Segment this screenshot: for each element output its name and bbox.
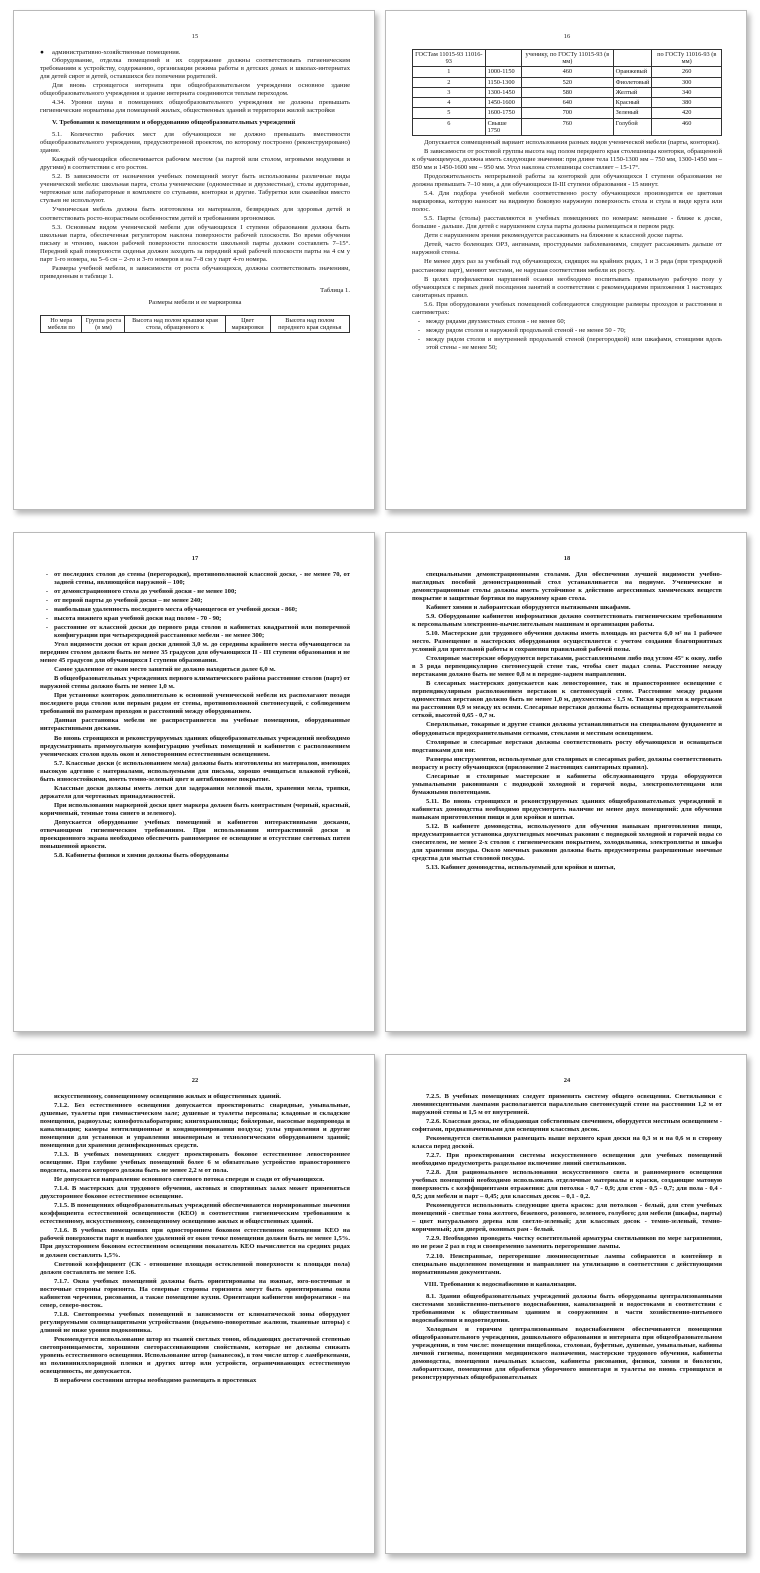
table-row bbox=[413, 87, 722, 97]
table-cell: 1300-1450 bbox=[485, 87, 522, 97]
list-item-text: от последних столов до стены (перегородки), противоположной классной доске, - не менее 70, от задней стены, являющейся наружной – 100; bbox=[54, 570, 350, 586]
paragraph: Самое удаленное от окон место занятий не должно находиться далее 6,0 м. bbox=[54, 666, 276, 674]
list-item bbox=[40, 624, 350, 640]
page-number: 24 bbox=[563, 1077, 571, 1084]
paragraph: Продолжительность непрерывной работы за конторкой для обучающихся I ступени образования не должна превышать 7–10 мин, а для обучающихся II-III ступени образования - 15 минут. bbox=[412, 173, 722, 189]
paragraph: 7.1.7. Окна учебных помещений должны быть ориентированы на южные, юго-восточные и восточные стороны горизонта. На северные стороны горизонта могут быть ориентированы окна кабинетов черчения, рисования, а также помещение кухни. Ориентация кабинетов информатики - на север, северо-восток. bbox=[40, 1277, 350, 1309]
list-item-text: от первой парты до учебной доски – не менее 240; bbox=[54, 597, 203, 605]
paragraph: Размеры учебной мебели, в зависимости от роста обучающихся, должны соответствовать значениям, приведенным в таблице 1. bbox=[40, 264, 350, 280]
dash-marker: - bbox=[417, 326, 421, 334]
table-cell: Голубой bbox=[613, 118, 652, 135]
list-item bbox=[412, 327, 722, 335]
page-number: 22 bbox=[191, 1077, 199, 1084]
table-cell: 700 bbox=[522, 108, 614, 118]
paragraph: Слесарные и столярные мастерские и кабинеты обслуживающего труда оборудуются умывальными раковинами с подводкой холодной и горячей воды, электрополотенцами или бумажными полотенцами. bbox=[412, 772, 722, 796]
table-cell: 760 bbox=[522, 118, 614, 135]
document-page-22 bbox=[13, 1054, 375, 1554]
table-cell: 580 bbox=[522, 87, 614, 97]
paragraph: 5.7. Классные доски (с использованием мела) должны быть изготовлены из материалов, имеющих высокую адгезию с материалами, используемыми для письма, хорошо очищаться влажной губкой, быть износостойкими, иметь темно-зеленый цвет и антибликовое покрытие. bbox=[40, 759, 350, 783]
list-item-text: между рядом столов и наружной продольной стеной - не менее 50 - 70; bbox=[426, 326, 626, 334]
list-item bbox=[40, 615, 350, 623]
paragraph: 5.2. В зависимости от назначения учебных помещений могут быть использованы различные виды ученической мебели: школьная парта, столы ученические (одноместные и двухместные), столы аудиторные, чертежные или лабораторные в комплекте со стульями, конторки и другие. Табуретки или скамейки вместо стульев не используют. bbox=[40, 173, 350, 205]
paragraph: Для вновь строящегося интерната при общеобразовательном учреждении основное здание общеобразовательного учреждения и здание интерната соединяются теплым переходом. bbox=[40, 82, 350, 98]
table-cell: 460 bbox=[652, 118, 722, 135]
paragraph: В слесарных мастерских допускается как левостороннее, так и правостороннее освещение с перпендикулярным расположением верстаков к светонесущей стене. Расстояние между рядами одноместных верстаков должно быть не менее 1,0 м, двухместных - 1,5 м. Тиски крепятся к верстакам на расстоянии 0,9 м между их осями. Слесарные верстаки должны быть оснащены предохранительной сеткой, высотой 0,65 - 0,7 м. bbox=[412, 680, 722, 720]
paragraph: 5.8. Кабинеты физики и химии должны быть оборудованы bbox=[54, 851, 229, 859]
list-item bbox=[40, 588, 350, 596]
paragraph: Рекомендуется светильники размещать выше верхнего края доски на 0,3 м и на 0,6 м в сторону класса перед доской. bbox=[412, 1135, 722, 1151]
dash-marker: - bbox=[45, 570, 49, 578]
table-cell: Свыше 1750 bbox=[485, 118, 522, 135]
paragraph: Оборудование, отделка помещений и их содержание должны соответствовать гигиеническим требованиям к устройству, содержанию, организации режима работы в детских домах и школах-интернатах для детей сирот и детей, оставшихся без попечения родителей. bbox=[40, 56, 350, 81]
table-cell: 520 bbox=[522, 77, 614, 87]
document-page-16 bbox=[385, 10, 747, 510]
paragraph: 7.1.5. В помещениях общеобразовательных учреждений обеспечиваются нормированные значения коэффициента естественной освещенности (КЕО) в соответствии гигиеническим требованиям к естественному, искусственному, совмещенному освещению жилых и общественных зданий. bbox=[40, 1202, 350, 1226]
paragraph: 4.34. Уровни шума в помещениях общеобразовательного учреждения не должны превышать гигиенические нормативы для помещений жилых, общественных зданий и территории жилой застройки bbox=[40, 99, 350, 115]
paragraph: В нерабочем состоянии шторы необходимо размещать в простенках bbox=[54, 1376, 257, 1384]
paragraph: Детей, часто болеющих ОРЗ, ангинами, простудными заболеваниями, следует рассаживать дальше от наружной стены. bbox=[412, 241, 722, 257]
table-cell: Желтый bbox=[613, 87, 652, 97]
table-row bbox=[413, 118, 722, 135]
table-header-cell: Цвет маркировки bbox=[225, 315, 270, 332]
furniture-size-table-continued bbox=[412, 49, 722, 136]
document-page-17 bbox=[13, 532, 375, 1032]
table-cell: 260 bbox=[652, 67, 722, 77]
table-cell: 380 bbox=[652, 98, 722, 108]
list-item-text: административно-хозяйственные помещения. bbox=[52, 48, 181, 56]
paragraph: 7.2.5. В учебных помещениях следует применять систему общего освещения. Светильники с люминесцентными лампами располагаются параллельно светонесущей стене на расстоянии 1,2 м от наружной стены и 1,5 м от внутренней. bbox=[412, 1092, 722, 1116]
table-header-cell: ученику, по ГОСТу 11015-93 (в мм) bbox=[522, 49, 614, 66]
paragraph: В зависимости от ростовой группы высота над полом переднего края столешницы конторки, обращенной к обучающемуся, должна иметь следующие значения: при длине тела 1150-1300 мм – 750 мм, 1300-1450 мм – 850 мм и 1450-1600 мм – 950 мм. Угол наклона столешницы составляет – 15-17°. bbox=[412, 148, 722, 172]
paragraph: 7.1.8. Светопроемы учебных помещений в зависимости от климатической зоны оборудуют регулируемыми солнцезащитными устройствами (подъемно-поворотные жалюзи, тканевые шторы) с длиной не ниже уровня подоконника. bbox=[40, 1310, 350, 1334]
page-number: 16 bbox=[563, 33, 571, 40]
dash-marker: - bbox=[417, 317, 421, 325]
table-cell: 6 bbox=[413, 118, 486, 135]
paragraph: 7.1.4. В мастерских для трудового обучения, актовых и спортивных залах может применяться двухстороннее боковое естественное освещение. bbox=[40, 1185, 350, 1201]
table-cell: 1600-1750 bbox=[485, 108, 522, 118]
table-cell: 1450-1600 bbox=[485, 98, 522, 108]
list-item bbox=[412, 318, 722, 326]
table-row bbox=[413, 108, 722, 118]
section-heading: VIII. Требования к водоснабжению и канализации. bbox=[424, 1280, 577, 1288]
paragraph: Рекомендуется использовать следующие цвета красок: для потолков - белый, для стен учебных помещений - светлые тона желтого, бежевого, розового, зеленого, голубого; для мебели (шкафы, парты) – цвет натурального дерева или светло-зеленый; для классных досок - темно-зеленый, темно-коричневый; для дверей, оконных рам - белый. bbox=[412, 1202, 722, 1234]
list-item-text: расстояние от классной доски до первого ряда столов в кабинетах квадратной или поперечной конфигурации при четырехрядной расстановке мебели - не менее 300; bbox=[54, 624, 350, 640]
paragraph: Каждый обучающийся обеспечивается рабочим местом (за партой или столом, игровыми модулями и другими) в соответствии с его ростом. bbox=[40, 156, 350, 172]
paragraph: Допускается совмещенный вариант использования разных видов ученической мебели (парты, конторки). bbox=[424, 139, 720, 147]
table-cell: 3 bbox=[413, 87, 486, 97]
table-cell: 420 bbox=[652, 108, 722, 118]
paragraph: Ученическая мебель должна быть изготовлена из материалов, безвредных для здоровья детей и соответствовать росто-возрастным особенностям детей и требованиям эргономики. bbox=[40, 206, 350, 222]
page-number: 17 bbox=[191, 555, 199, 562]
page-number: 15 bbox=[191, 33, 199, 40]
paragraph: 7.2.9. Необходимо проводить чистку осветительной арматуры светильников по мере загрязнения, но не реже 2 раз в год и своевременно заменять перегоревшие лампы. bbox=[412, 1235, 722, 1251]
table-cell: 4 bbox=[413, 98, 486, 108]
table-row bbox=[413, 98, 722, 108]
dash-marker: - bbox=[45, 587, 49, 595]
document-page-24 bbox=[385, 1054, 747, 1554]
paragraph: Угол видимости доски от края доски длиной 3,0 м. до середины крайнего места обучающегося за передним столом должен быть не менее 35 градусов для обучающихся II - III ступени образования и не менее 45 градусов для обучающихся I ступени образования. bbox=[40, 641, 350, 665]
table-cell: Зеленый bbox=[613, 108, 652, 118]
paragraph: 5.1. Количество рабочих мест для обучающихся не должно превышать вместимости общеобразовательного учреждения, предусмотренной проектом, по которому построено (реконструировано) здание. bbox=[40, 131, 350, 155]
table-header-cell: Но мера мебели по bbox=[41, 315, 82, 332]
document-page-18 bbox=[385, 532, 747, 1032]
paragraph: 7.2.10. Неисправные, перегоревшие люминесцентные лампы собираются в контейнер в специально выделенном помещении и направляют на утилизацию в соответствии с действующими нормативными документами. bbox=[412, 1252, 722, 1276]
paragraph: Размеры инструментов, используемые для столярных и слесарных работ, должны соответствовать возрасту и росту обучающихся (приложение 2 настоящих санитарных правил). bbox=[412, 755, 722, 771]
list-item bbox=[40, 606, 350, 614]
paragraph: В целях профилактики нарушений осанки необходимо воспитывать правильную рабочую позу у обучающихся с первых дней посещения занятий в соответствии с рекомендациями приложения 1 настоящих санитарных правил. bbox=[412, 275, 722, 299]
paragraph: Классные доски должны иметь лотки для задержания меловой пыли, хранения мела, тряпки, держателя для чертежных принадлежностей. bbox=[40, 784, 350, 800]
paragraph: 7.2.8. Для рационального использования искусственного света и равномерного освещения учебных помещений необходимо использовать отделочные материалы и краски, создающие матовую поверхность с коэффициентами отражения: для потолка - 0,7 - 0,9; для стен - 0,5 - 0,7; для пола - 0,4 - 0,5; для мебели и парт – 0,45; для классных досок – 0,1 - 0,2. bbox=[412, 1169, 722, 1201]
paragraph: Столярные и слесарные верстаки должны соответствовать росту обучающихся и оснащаться подставками для ног. bbox=[412, 738, 722, 754]
list-item-text: между рядом столов и внутренней продольной стеной (перегородкой) или шкафами, стоящими вдоль этой стены - не менее 50; bbox=[426, 335, 722, 351]
table-header-cell: Группа роста (в мм) bbox=[82, 315, 125, 332]
paragraph: При использовании маркерной доски цвет маркера должен быть контрастным (черный, красный, коричневый, темные тона синего и зеленого). bbox=[40, 801, 350, 817]
table-header-cell bbox=[485, 49, 522, 66]
dash-marker: - bbox=[45, 606, 49, 614]
dash-marker: - bbox=[45, 615, 49, 623]
table-cell: 460 bbox=[522, 67, 614, 77]
table-header-cell: Высота над полом переднего края сиденья bbox=[270, 315, 349, 332]
table-header-cell: ГОСТам 11015-93 11016-93 bbox=[413, 49, 486, 66]
paragraph: Рекомендуется использование штор из тканей светлых тонов, обладающих достаточной степенью светопроницаемости, хорошими светорассеивающими свойствами, которые не должны снижать уровень естественного освещения. Использование штор (занавесок), в том числе штор с ламбрекенами, из поливинилхлоридной пленки и других штор или устройств, ограничивающих естественную освещенность, не допускается. bbox=[40, 1335, 350, 1375]
table-cell: Оранжевый bbox=[613, 67, 652, 77]
dash-marker: - bbox=[417, 335, 421, 343]
dash-marker: - bbox=[45, 624, 49, 632]
paragraph: 7.2.6. Классная доска, не обладающая собственным свечением, оборудуется местным освещением - софитами, предназначенными для освещения классных досок. bbox=[412, 1118, 722, 1134]
table-cell: 300 bbox=[652, 77, 722, 87]
table-cell: 5 bbox=[413, 108, 486, 118]
paragraph: Данная расстановка мебели не распространяется на учебные помещения, оборудованные интерактивными досками. bbox=[40, 717, 350, 733]
paragraph: 5.5. Парты (столы) расставляются в учебных помещениях по номерам: меньшие - ближе к доске, большие - дальше. Для детей с нарушением слуха парты должны размещаться в первом ряду. bbox=[412, 215, 722, 231]
furniture-size-table bbox=[40, 315, 350, 333]
list-item bbox=[40, 571, 350, 587]
table-row bbox=[413, 77, 722, 87]
table-caption: Таблица 1. bbox=[320, 286, 350, 294]
paragraph: 5.9. Оборудование кабинетов информатики должно соответствовать гигиеническим требованиям к персональным электронно-вычислительным машинам и организации работы. bbox=[412, 613, 722, 629]
paragraph: 8.1. Здания общеобразовательных учреждений должны быть оборудованы централизованными системами хозяйственно-питьевого водоснабжения, канализацией и водостоками в соответствии с требованиями к общественным зданиям и сооружениям в части хозяйственно-питьевого водоснабжения и водоотведения. bbox=[412, 1292, 722, 1324]
table-cell: Фиолетовый bbox=[613, 77, 652, 87]
paragraph: 5.11. Во вновь строящихся и реконструируемых зданиях общеобразовательных учреждений в кабинетах домоводства необходимо предусмотреть наличие не менее двух помещений: для обучения навыкам приготовления пищи и для кройки и шитья. bbox=[412, 797, 722, 821]
page-number: 18 bbox=[563, 555, 571, 562]
paragraph: Не допускается направление основного светового потока спереди и сзади от обучающихся. bbox=[54, 1176, 325, 1184]
list-item-text: от демонстрационного стола до учебной доски - не менее 100; bbox=[54, 587, 237, 595]
paragraph: 7.1.2. Без естественного освещения допускается проектировать: снарядные, умывальные, душевые, туалеты при гимнастическом зале; душевые и туалеты персонала; кладовые и складские помещения, радиоузлы; кинофотолаборатории; книгохранилища; бойлерные, насосные водопровода и канализации; камеры вентиляционные и кондиционирования воздуха; узлы управления и другие помещения для установки и управления инженерным и технологическим оборудованием зданий; помещения для хранения дезинфекционных средств. bbox=[40, 1101, 350, 1150]
paragraph: 5.6. При оборудовании учебных помещений соблюдаются следующие размеры проходов и расстояния в сантиметрах: bbox=[412, 300, 722, 316]
paragraph: Сверлильные, токарные и другие станки должны устанавливаться на специальном фундаменте и оборудоваться предохранительными сетками, стеклами и местным освещением. bbox=[412, 721, 722, 737]
paragraph: 5.13. Кабинет домоводства, используемый для кройки и шитья, bbox=[426, 864, 616, 872]
paragraph: 5.10. Мастерские для трудового обучения должны иметь площадь из расчета 6,0 м² на 1 рабочее место. Размещение в мастерских оборудования осуществляется с учетом создания благоприятных условий для зрительной работы и сохранения правильной рабочей позы. bbox=[412, 630, 722, 654]
paragraph: искусственному, совмещенному освещению жилых и общественных зданий. bbox=[54, 1092, 281, 1100]
paragraph: В общеобразовательных учреждениях первого климатического района расстояние столов (парт) от наружной стены должно быть не менее 1,0 м. bbox=[40, 675, 350, 691]
table-row bbox=[413, 67, 722, 77]
table-title: Размеры мебели и ее маркировка bbox=[148, 298, 242, 306]
table-cell: 1150-1300 bbox=[485, 77, 522, 87]
list-item-text: наибольшая удаленность последнего места обучающегося от учебной доски - 860; bbox=[54, 606, 298, 614]
table-cell: 2 bbox=[413, 77, 486, 87]
table-header-row bbox=[413, 49, 722, 66]
paragraph: При установке конторок дополнительно к основной ученической мебели их располагают позади последнего ряда столов или первым рядом от стены, противоположной светонесущей, с соблюдением требований по размерам проходов и расстояний между оборудованием. bbox=[40, 692, 350, 716]
dash-marker: - bbox=[45, 597, 49, 605]
paragraph: Световой коэффициент (СК - отношение площади остекленной поверхности к площади пола) должен составлять не менее 1:6. bbox=[40, 1260, 350, 1276]
paragraph: Столярные мастерские оборудуются верстаками, расставленными либо под углом 45° к окну, либо в 3 ряда перпендикулярно светонесущей стене так, чтобы свет падал слева. Расстояние между верстаками должно быть не менее 0,8 м в передне-заднем направлении. bbox=[412, 655, 722, 679]
paragraph: Не менее двух раз за учебный год обучающихся, сидящих на крайних рядах, 1 и 3 ряда (при трехрядной расстановке парт), меняют местами, не нарушая соответствия мебели их росту. bbox=[412, 258, 722, 274]
table-header-row bbox=[41, 315, 350, 332]
paragraph: 5.4. Для подбора учебной мебели соответственно росту обучающихся производится ее цветовая маркировка, которую наносят на видимую боковую наружную поверхность стола и стула в виде круга или полос. bbox=[412, 190, 722, 214]
table-cell: 1000-1150 bbox=[485, 67, 522, 77]
table-header-cell: Высота над полом крышки края стола, обращенного к bbox=[125, 315, 225, 332]
paragraph: Во вновь строящихся и реконструируемых зданиях общеобразовательных учреждений необходимо предусматривать прямоугольную конфигурацию учебных помещений и кабинетов с расположением ученических столов вдоль окон и левосторонним естественным освещением. bbox=[40, 734, 350, 758]
paragraph: 7.2.7. При проектировании системы искусственного освещения для учебных помещений необходимо предусмотреть раздельное включение линий светильников. bbox=[412, 1152, 722, 1168]
list-item-text: между рядами двухместных столов - не менее 60; bbox=[426, 317, 566, 325]
paragraph: 5.12. В кабинете домоводства, используемого для обучения навыкам приготовления пищи, предусматривается установка двухгнездных моечных раковин с подводкой холодной и горячей воды со смесителем, не менее 2-х столов с гигиеническим покрытием, холодильника, электроплиты и шкафа для хранения посуды. Около моечных раковин должны быть предусмотрены разрешенные моечные средства для мытья столовой посуды. bbox=[412, 822, 722, 862]
section-heading: V. Требования к помещениям и оборудованию общеобразовательных учреждений bbox=[52, 119, 296, 127]
paragraph: Холодным и горячим централизованным водоснабжением обеспечиваются помещения общеобразовательного учреждения, дошкольного образования и интерната при общеобразовательном учреждении, в том числе: помещения пищеблока, столовая, буфетные, душевые, умывальные, кабины личной гигиены, помещения медицинского назначения, мастерские трудового обучения, кабинеты домоводства, помещения начальных классов, кабинеты рисования, физики, химии и биологии, лаборантские, помещения для обработки уборочного инвентаря и туалеты во вновь строящихся и реконструируемых общеобразовательных bbox=[412, 1325, 722, 1381]
paragraph: 7.1.3. В учебных помещениях следует проектировать боковое естественное левостороннее освещение. При глубине учебных помещений более 6 м обязательно устройство правостороннего подсвета, высота которого должна быть не менее 2,2 м от пола. bbox=[40, 1151, 350, 1175]
document-page-15 bbox=[13, 10, 375, 510]
paragraph: Дети с нарушением зрения рекомендуется рассаживать на ближние к классной доске парты. bbox=[424, 232, 684, 240]
list-item bbox=[40, 49, 350, 57]
table-header-cell: по ГОСТу 11016-93 (в мм) bbox=[652, 49, 722, 66]
paragraph: Допускается оборудование учебных помещений и кабинетов интерактивными досками, отвечающими гигиеническим требованиям. При использовании интерактивной доски и проекционного экрана необходимо обеспечить равномерное ее освещение и отсутствие световых пятен повышенной яркости. bbox=[40, 818, 350, 850]
paragraph: 7.1.6. В учебных помещениях при одностороннем боковом естественном освещении КЕО на рабочей поверхности парт в наиболее удаленной от окон точке помещения должен быть не менее 1,5%. При двухстороннем боковом естественном освещении показатель КЕО вычисляется на средних рядах и должен составлять 1,5%. bbox=[40, 1227, 350, 1259]
table-cell: 1 bbox=[413, 67, 486, 77]
paragraph: 5.3. Основным видом ученической мебели для обучающихся I ступени образования должна быть школьная парта, обеспеченная регулятором наклона поверхности рабочей плоскости. Во время обучения письму и чтению, наклон рабочей поверхности плоскости школьной парты должен составлять 7–15°. Передний край поверхности сиденья должен заходить за передний край рабочей плоскости парты на 4 см у парт 1-го номера, на 5–6 см – 2-го и 3-го номеров и на 7–8 см у парт 4-го номера. bbox=[40, 223, 350, 263]
list-item bbox=[40, 597, 350, 605]
list-item-text: высота нижнего края учебной доски над полом - 70 - 90; bbox=[54, 615, 222, 623]
paragraph: Кабинет химии и лаборантская оборудуются вытяжными шкафами. bbox=[426, 604, 631, 612]
table-cell: 340 bbox=[652, 87, 722, 97]
list-item bbox=[412, 336, 722, 352]
bullet-marker: ● bbox=[40, 48, 44, 56]
table-cell: 640 bbox=[522, 98, 614, 108]
table-cell: Красный bbox=[613, 98, 652, 108]
paragraph: специальными демонстрационными столами. Для обеспечения лучшей видимости учебно-наглядных пособий демонстрационный стол устанавливается на подиуме. Ученические и демонстрационные столы должны иметь устойчивое к действию агрессивных химических веществ покрытие и защитные бортики по наружному краю стола. bbox=[412, 570, 722, 603]
table-header-cell bbox=[613, 49, 652, 66]
